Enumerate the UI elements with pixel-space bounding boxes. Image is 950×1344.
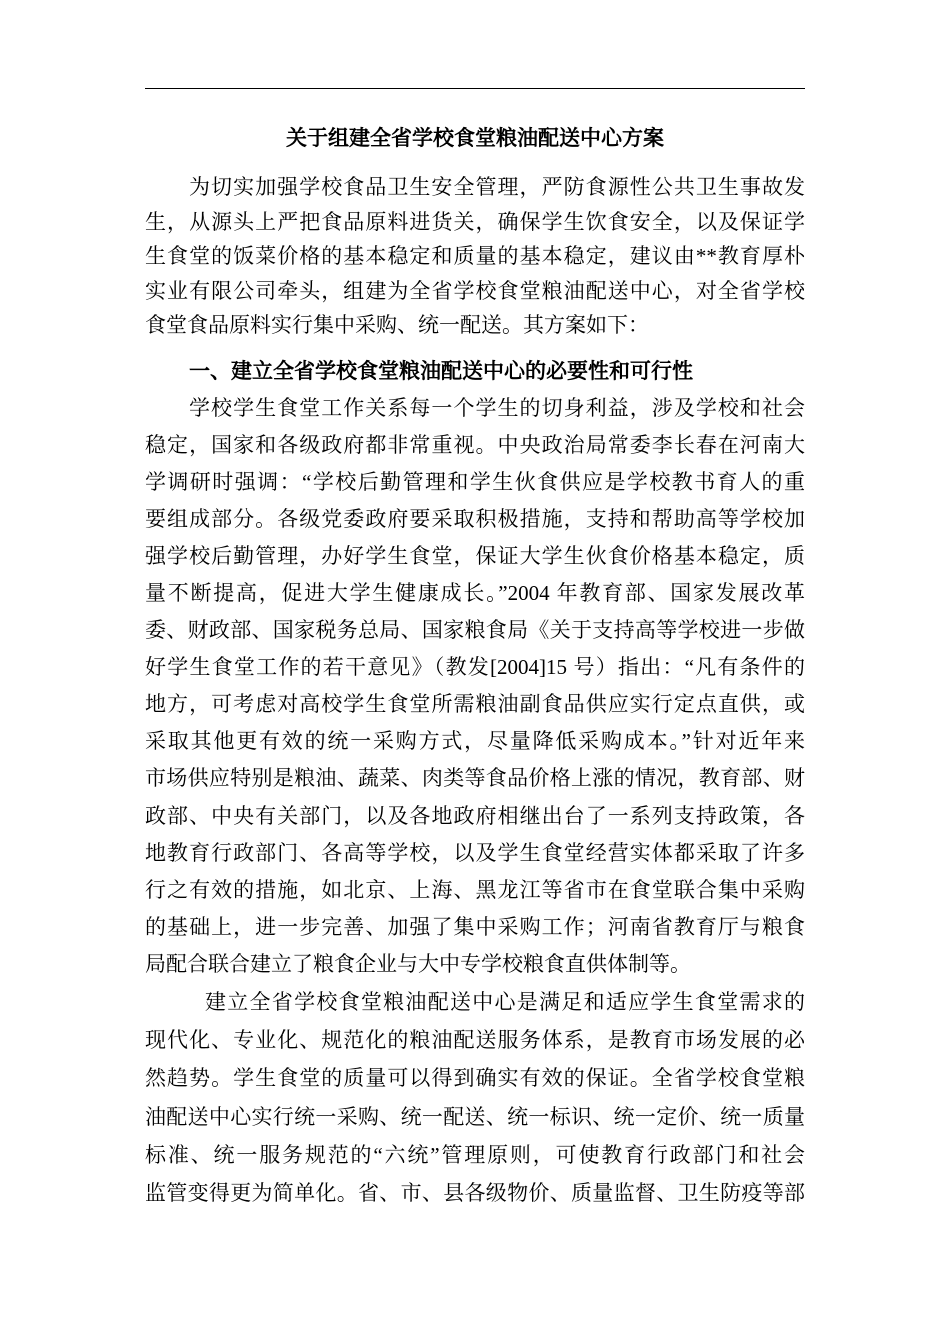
header-rule bbox=[145, 88, 805, 89]
paragraph-line: 学调研时强调：“学校后勤管理和学生伙食供应是学校教书育人的重 bbox=[145, 469, 805, 494]
paragraph-line: 行之有效的措施，如北京、上海、黑龙江等省市在食堂联合集中采购 bbox=[145, 877, 805, 902]
section-heading bbox=[145, 354, 805, 388]
intro-line: 实业有限公司牵头，组建为全省学校食堂粮油配送中心，对全省学校 bbox=[145, 278, 805, 303]
paragraph-line: 地方，可考虑对高校学生食堂所需粮油副食品供应实行定点直供，或 bbox=[145, 692, 805, 717]
paragraph-line: 监管变得更为简单化。省、市、县各级物价、质量监督、卫生防疫等部 bbox=[145, 1180, 805, 1205]
intro-line: 食堂食品原料实行集中采购、统一配送。其方案如下： bbox=[145, 313, 649, 337]
paragraph-line: 建立全省学校食堂粮油配送中心是满足和适应学生食堂需求的 bbox=[205, 990, 805, 1014]
section-heading-text: 一、建立全省学校食堂粮油配送中心的必要性和可行性 bbox=[189, 359, 693, 383]
body-paragraph-2 bbox=[145, 983, 805, 1212]
paragraph-line: 稳定，国家和各级政府都非常重视。中央政治局常委李长春在河南大 bbox=[145, 432, 805, 457]
paragraph-line: 采取其他更有效的统一采购方式，尽量降低采购成本。”针对近年来 bbox=[145, 729, 805, 754]
paragraph-line: 的基础上，进一步完善、加强了集中采购工作；河南省教育厅与粮食 bbox=[145, 914, 805, 939]
body-paragraph-1 bbox=[145, 390, 805, 984]
paragraph-line: 油配送中心实行统一采购、统一配送、统一标识、统一定价、统一质量 bbox=[145, 1104, 805, 1129]
paragraph-line: 量不断提高，促进大学生健康成长。”2004 年教育部、国家发展改革 bbox=[145, 580, 805, 605]
paragraph-line: 学校学生食堂工作关系每一个学生的切身利益，涉及学校和社会 bbox=[189, 395, 805, 420]
intro-line: 生食堂的饭菜价格的基本稳定和质量的基本稳定，建议由**教育厚朴 bbox=[145, 244, 805, 268]
intro-line: 生，从源头上严把食品原料进货关，确保学生饮食安全，以及保证学 bbox=[145, 209, 805, 234]
paragraph-line: 地教育行政部门、各高等学校，以及学生食堂经营实体都采取了许多 bbox=[145, 840, 805, 865]
paragraph-line: 然趋势。学生食堂的质量可以得到确实有效的保证。全省学校食堂粮 bbox=[145, 1066, 805, 1091]
document-title: 关于组建全省学校食堂粮油配送中心方案 bbox=[286, 126, 664, 150]
paragraph-line: 强学校后勤管理，办好学生食堂，保证大学生伙食价格基本稳定，质 bbox=[145, 543, 805, 568]
paragraph-line: 好学生食堂工作的若干意见》（教发[2004]15 号）指出：“凡有条件的 bbox=[145, 655, 805, 680]
paragraph-line: 市场供应特别是粮油、蔬菜、肉类等食品价格上涨的情况，教育部、财 bbox=[145, 766, 805, 791]
intro-paragraph bbox=[145, 170, 805, 343]
intro-line: 为切实加强学校食品卫生安全管理，严防食源性公共卫生事故发 bbox=[189, 175, 805, 199]
paragraph-line: 标准、统一服务规范的“六统”管理原则，可使教育行政部门和社会 bbox=[145, 1142, 805, 1167]
paragraph-line: 局配合联合建立了粮食企业与大中专学校粮食直供体制等。 bbox=[145, 951, 691, 976]
paragraph-line: 委、财政部、国家税务总局、国家粮食局《关于支持高等学校进一步做 bbox=[145, 618, 805, 643]
paragraph-line: 要组成部分。各级党委政府要采取积极措施，支持和帮助高等学校加 bbox=[145, 506, 805, 531]
paragraph-line: 现代化、专业化、规范化的粮油配送服务体系，是教育市场发展的必 bbox=[145, 1028, 805, 1053]
paragraph-line: 政部、中央有关部门，以及各地政府相继出台了一系列支持政策，各 bbox=[145, 803, 805, 828]
